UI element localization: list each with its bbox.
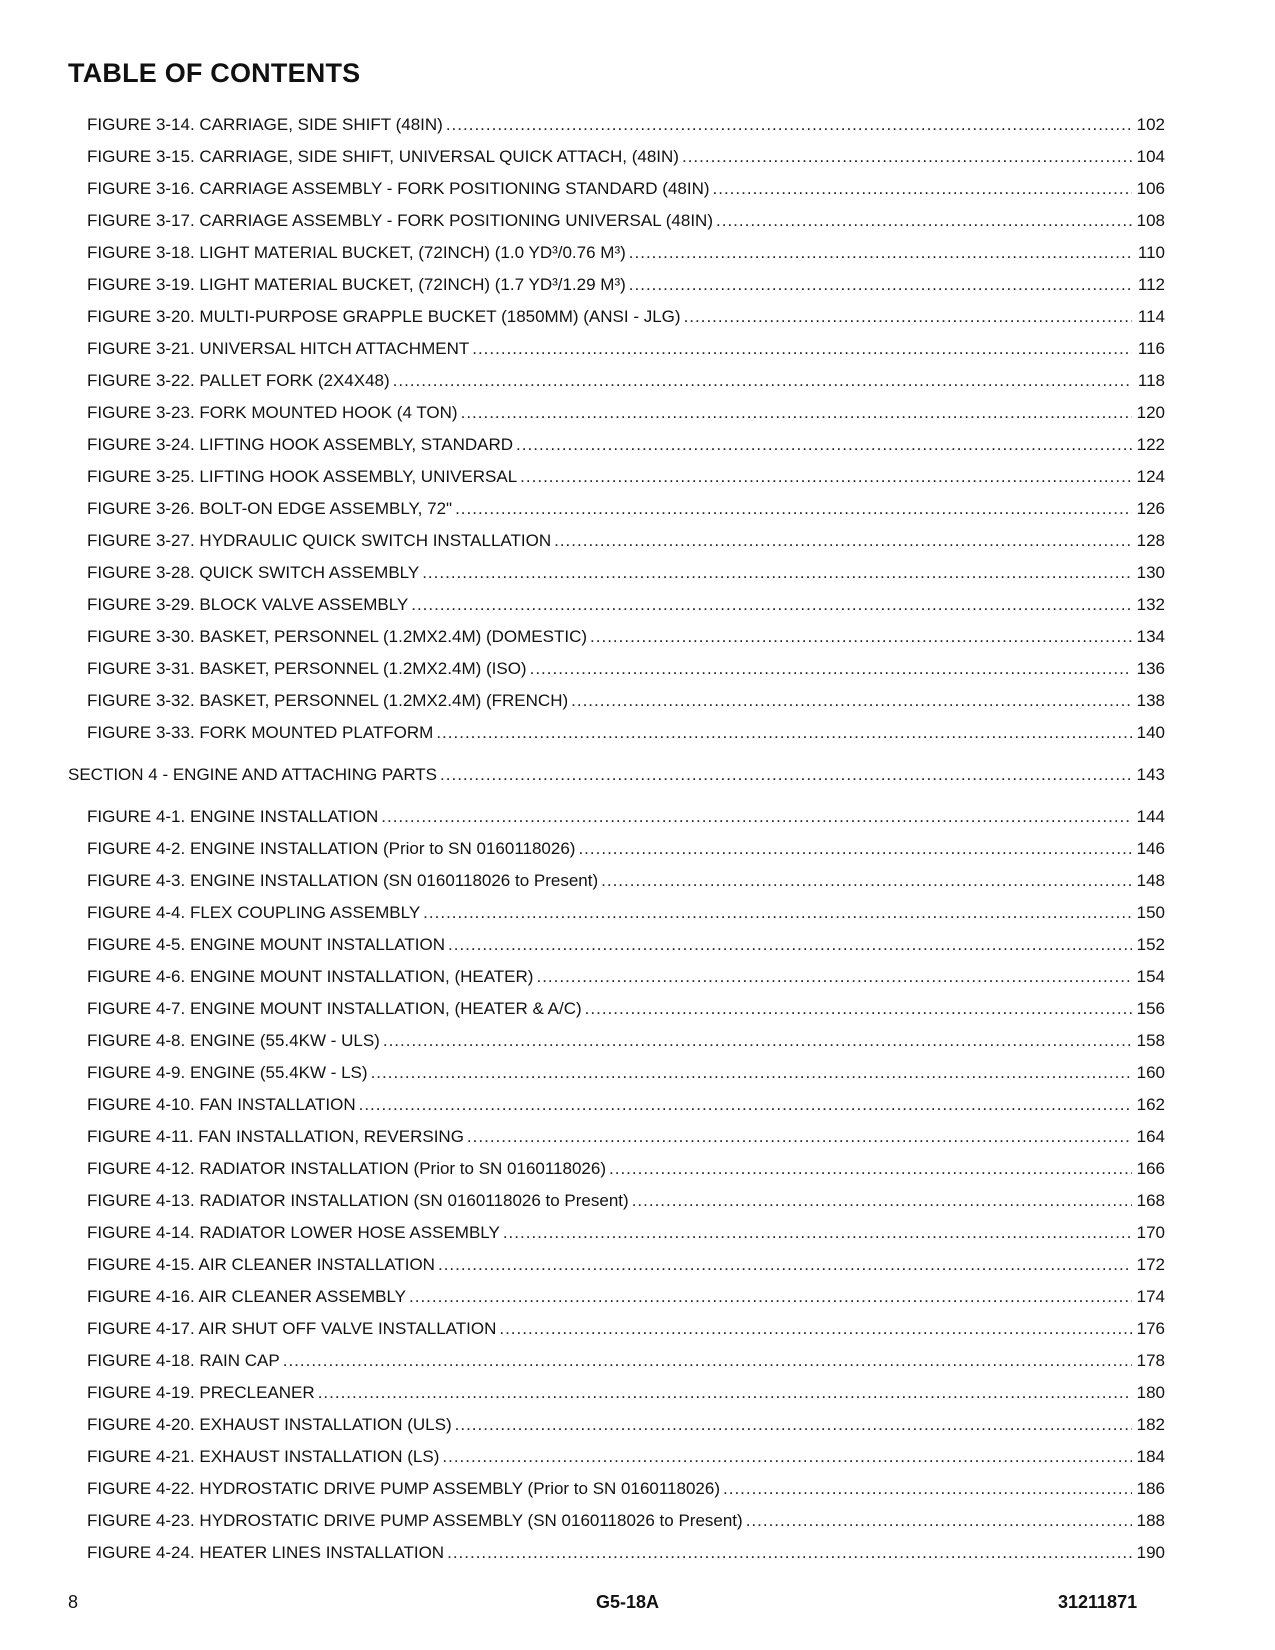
dot-leader xyxy=(318,1377,1132,1409)
toc-entry-page: 190 xyxy=(1136,1543,1165,1562)
dot-leader xyxy=(409,1281,1132,1313)
toc-entry-label: FIGURE 3-14. CARRIAGE, SIDE SHIFT (48IN) xyxy=(87,115,443,134)
toc-entry-label: FIGURE 3-29. BLOCK VALVE ASSEMBLY xyxy=(87,595,409,614)
toc-entry-page: 150 xyxy=(1136,903,1165,922)
dot-leader xyxy=(536,961,1132,993)
toc-entry-label: FIGURE 4-4. FLEX COUPLING ASSEMBLY xyxy=(87,903,421,922)
toc-entry-page: 102 xyxy=(1136,115,1165,134)
toc-entry-label: FIGURE 3-30. BASKET, PERSONNEL (1.2MX2.4M) (DOMESTIC) xyxy=(87,627,588,646)
dot-leader xyxy=(423,897,1132,929)
toc-entry-label: FIGURE 4-6. ENGINE MOUNT INSTALLATION, (HEATER) xyxy=(87,967,534,986)
dot-leader xyxy=(520,461,1132,493)
toc-figure-entry[interactable] xyxy=(68,833,1165,865)
dot-leader xyxy=(746,1505,1132,1537)
toc-figure-entry[interactable] xyxy=(68,365,1165,397)
toc-figure-entry[interactable] xyxy=(68,205,1165,237)
toc-section-entry[interactable] xyxy=(68,759,1165,791)
toc-entry-page: 120 xyxy=(1136,403,1165,422)
toc-entry-label: FIGURE 3-27. HYDRAULIC QUICK SWITCH INSTALLATION xyxy=(87,531,552,550)
toc-figure-entry[interactable] xyxy=(68,717,1165,749)
toc-figure-entry[interactable] xyxy=(68,301,1165,333)
toc-figure-entry[interactable] xyxy=(68,1409,1165,1441)
dot-leader xyxy=(516,429,1132,461)
dot-leader xyxy=(609,1153,1132,1185)
dot-leader xyxy=(447,1537,1132,1569)
toc-entry-label: FIGURE 4-19. PRECLEANER xyxy=(87,1383,315,1402)
toc-entry-page: 186 xyxy=(1136,1479,1165,1498)
toc-entry-label: FIGURE 4-24. HEATER LINES INSTALLATION xyxy=(87,1543,445,1562)
toc-entry-label: FIGURE 4-7. ENGINE MOUNT INSTALLATION, (HEATER & A/C) xyxy=(87,999,582,1018)
toc-entry-page: 158 xyxy=(1136,1031,1165,1050)
toc-figure-entry[interactable] xyxy=(68,237,1165,269)
toc-entry-label: FIGURE 4-17. AIR SHUT OFF VALVE INSTALLATION xyxy=(87,1319,497,1338)
toc-figure-entry[interactable] xyxy=(68,557,1165,589)
toc-entry-label: FIGURE 4-23. HYDROSTATIC DRIVE PUMP ASSEMBLY (SN 0160118026 to Present) xyxy=(87,1511,743,1530)
toc-entry-page: 148 xyxy=(1136,871,1165,890)
dot-leader xyxy=(632,1185,1132,1217)
toc-entry-label: FIGURE 4-12. RADIATOR INSTALLATION (Prior to SN 0160118026) xyxy=(87,1159,606,1178)
toc-figure-entry[interactable] xyxy=(68,1281,1165,1313)
dot-leader xyxy=(436,717,1132,749)
dot-leader xyxy=(716,205,1132,237)
dot-leader xyxy=(461,397,1132,429)
toc-entry-page: 114 xyxy=(1137,307,1165,326)
toc-entry-label: FIGURE 3-19. LIGHT MATERIAL BUCKET, (72INCH) (1.7 YD³/1.29 M³) xyxy=(87,275,626,294)
dot-leader xyxy=(571,685,1132,717)
footer-page-number: 8 xyxy=(68,1592,79,1612)
toc-entry-page: 138 xyxy=(1136,691,1165,710)
toc-entry-label: FIGURE 4-14. RADIATOR LOWER HOSE ASSEMBLY xyxy=(87,1223,500,1242)
toc-entry-page: 104 xyxy=(1136,147,1165,166)
toc-entry-page: 126 xyxy=(1136,499,1165,518)
dot-leader xyxy=(446,109,1132,141)
dot-leader xyxy=(590,621,1132,653)
toc-figure-entry[interactable] xyxy=(68,109,1165,141)
toc-figure-entry[interactable] xyxy=(68,621,1165,653)
dot-leader xyxy=(283,1345,1132,1377)
toc-figure-entry[interactable] xyxy=(68,1473,1165,1505)
toc-entry-label: FIGURE 4-9. ENGINE (55.4KW - LS) xyxy=(87,1063,368,1082)
toc-entry-label: FIGURE 3-24. LIFTING HOOK ASSEMBLY, STANDARD xyxy=(87,435,514,454)
dot-leader xyxy=(578,833,1132,865)
toc-figure-entry[interactable] xyxy=(68,269,1165,301)
toc-figure-entry[interactable] xyxy=(68,1345,1165,1377)
toc-entry-page: 106 xyxy=(1136,179,1165,198)
toc-entry-page: 170 xyxy=(1136,1223,1165,1242)
toc-figure-entry[interactable] xyxy=(68,801,1165,833)
toc-figure-entry[interactable] xyxy=(68,1441,1165,1473)
toc-entry-label: FIGURE 4-21. EXHAUST INSTALLATION (LS) xyxy=(87,1447,440,1466)
toc-figure-entry[interactable] xyxy=(68,1313,1165,1345)
toc-figure-entry[interactable] xyxy=(68,173,1165,205)
dot-leader xyxy=(499,1313,1132,1345)
dot-leader xyxy=(503,1217,1132,1249)
toc-figure-entry[interactable] xyxy=(68,397,1165,429)
dot-leader xyxy=(723,1473,1132,1505)
toc-entry-label: FIGURE 4-3. ENGINE INSTALLATION (SN 0160118026 to Present) xyxy=(87,871,599,890)
toc-entry-page: 124 xyxy=(1136,467,1165,486)
toc-entry-page: 143 xyxy=(1136,765,1165,784)
toc-entry-label: FIGURE 3-32. BASKET, PERSONNEL (1.2MX2.4M) (FRENCH) xyxy=(87,691,569,710)
toc-entry-label: FIGURE 3-17. CARRIAGE ASSEMBLY - FORK POSITIONING UNIVERSAL (48IN) xyxy=(87,211,713,230)
toc-entry-page: 110 xyxy=(1137,243,1165,262)
toc-entry-page: 122 xyxy=(1136,435,1165,454)
page-title: TABLE OF CONTENTS xyxy=(68,58,361,88)
toc-entry-page: 108 xyxy=(1136,211,1165,230)
toc-entry-label: FIGURE 4-10. FAN INSTALLATION xyxy=(87,1095,356,1114)
dot-leader xyxy=(629,237,1132,269)
dot-leader xyxy=(554,525,1132,557)
toc-entry-label: FIGURE 3-31. BASKET, PERSONNEL (1.2MX2.4M) (ISO) xyxy=(87,659,527,678)
dot-leader xyxy=(381,801,1132,833)
toc-entry-page: 118 xyxy=(1137,371,1165,390)
toc-entry-label: FIGURE 4-5. ENGINE MOUNT INSTALLATION xyxy=(87,935,445,954)
toc-entry-label: FIGURE 4-18. RAIN CAP xyxy=(87,1351,280,1370)
dot-leader xyxy=(422,557,1132,589)
toc-entry-page: 184 xyxy=(1136,1447,1165,1466)
toc-entry-page: 172 xyxy=(1136,1255,1165,1274)
toc-entry-page: 112 xyxy=(1137,275,1165,294)
toc-entry-label: FIGURE 3-23. FORK MOUNTED HOOK (4 TON) xyxy=(87,403,458,422)
toc-list xyxy=(68,109,1165,1569)
toc-figure-entry[interactable] xyxy=(68,589,1165,621)
dot-leader xyxy=(442,1441,1132,1473)
toc-entry-page: 156 xyxy=(1136,999,1165,1018)
toc-entry-page: 152 xyxy=(1136,935,1165,954)
dot-leader xyxy=(472,333,1132,365)
toc-entry-label: FIGURE 3-25. LIFTING HOOK ASSEMBLY, UNIVERSAL xyxy=(87,467,518,486)
toc-figure-entry[interactable] xyxy=(68,1089,1165,1121)
toc-entry-page: 178 xyxy=(1136,1351,1165,1370)
toc-entry-page: 144 xyxy=(1136,807,1165,826)
dot-leader xyxy=(684,301,1132,333)
toc-figure-entry[interactable] xyxy=(68,333,1165,365)
dot-leader xyxy=(467,1121,1132,1153)
dot-leader xyxy=(438,1249,1132,1281)
toc-entry-label: FIGURE 4-13. RADIATOR INSTALLATION (SN 0160118026 to Present) xyxy=(87,1191,629,1210)
toc-entry-label: FIGURE 4-11. FAN INSTALLATION, REVERSING xyxy=(87,1127,464,1146)
dot-leader xyxy=(682,141,1132,173)
toc-entry-label: FIGURE 4-22. HYDROSTATIC DRIVE PUMP ASSEMBLY (Prior to SN 0160118026) xyxy=(87,1479,720,1498)
toc-figure-entry[interactable] xyxy=(68,1025,1165,1057)
toc-figure-entry[interactable] xyxy=(68,1185,1165,1217)
toc-entry-label: FIGURE 3-33. FORK MOUNTED PLATFORM xyxy=(87,723,434,742)
toc-figure-entry[interactable] xyxy=(68,461,1165,493)
toc-entry-page: 174 xyxy=(1136,1287,1165,1306)
toc-entry-label: FIGURE 3-18. LIGHT MATERIAL BUCKET, (72INCH) (1.0 YD³/0.76 M³) xyxy=(87,243,626,262)
toc-figure-entry[interactable] xyxy=(68,929,1165,961)
toc-figure-entry[interactable] xyxy=(68,1153,1165,1185)
toc-figure-entry[interactable] xyxy=(68,1377,1165,1409)
toc-figure-entry[interactable] xyxy=(68,141,1165,173)
toc-entry-page: 116 xyxy=(1137,339,1165,358)
toc-entry-label: FIGURE 4-16. AIR CLEANER ASSEMBLY xyxy=(87,1287,407,1306)
toc-entry-page: 182 xyxy=(1136,1415,1165,1434)
toc-entry-page: 162 xyxy=(1136,1095,1165,1114)
toc-figure-entry[interactable] xyxy=(68,685,1165,717)
toc-entry-label: FIGURE 4-1. ENGINE INSTALLATION xyxy=(87,807,379,826)
toc-entry-label: SECTION 4 - ENGINE AND ATTACHING PARTS xyxy=(68,765,438,784)
dot-leader xyxy=(359,1089,1132,1121)
dot-leader xyxy=(629,269,1132,301)
toc-entry-label: FIGURE 3-21. UNIVERSAL HITCH ATTACHMENT xyxy=(87,339,470,358)
dot-leader xyxy=(601,865,1132,897)
toc-figure-entry[interactable] xyxy=(68,865,1165,897)
toc-entry-label: FIGURE 4-20. EXHAUST INSTALLATION (ULS) xyxy=(87,1415,452,1434)
dot-leader xyxy=(383,1025,1132,1057)
toc-figure-entry[interactable] xyxy=(68,961,1165,993)
footer-doc-number: 31211871 xyxy=(1058,1592,1138,1612)
toc-figure-entry[interactable] xyxy=(68,493,1165,525)
toc-figure-entry[interactable] xyxy=(68,1217,1165,1249)
toc-entry-page: 160 xyxy=(1136,1063,1165,1082)
toc-entry-page: 188 xyxy=(1136,1511,1165,1530)
toc-entry-page: 180 xyxy=(1136,1383,1165,1402)
toc-figure-entry[interactable] xyxy=(68,653,1165,685)
toc-figure-entry[interactable] xyxy=(68,1249,1165,1281)
toc-entry-label: FIGURE 4-8. ENGINE (55.4KW - ULS) xyxy=(87,1031,380,1050)
dot-leader xyxy=(393,365,1132,397)
toc-entry-label: FIGURE 3-22. PALLET FORK (2X4X48) xyxy=(87,371,390,390)
dot-leader xyxy=(455,1409,1132,1441)
toc-entry-page: 134 xyxy=(1136,627,1165,646)
toc-entry-page: 130 xyxy=(1136,563,1165,582)
dot-leader xyxy=(448,929,1132,961)
footer-model: G5-18A xyxy=(596,1592,660,1612)
toc-entry-page: 166 xyxy=(1136,1159,1165,1178)
dot-leader xyxy=(713,173,1132,205)
toc-figure-entry[interactable] xyxy=(68,1057,1165,1089)
page-footer xyxy=(0,1592,1275,1618)
toc-figure-entry[interactable] xyxy=(68,525,1165,557)
dot-leader xyxy=(440,759,1132,791)
toc-figure-entry[interactable] xyxy=(68,1537,1165,1569)
toc-entry-label: FIGURE 3-16. CARRIAGE ASSEMBLY - FORK POSITIONING STANDARD (48IN) xyxy=(87,179,710,198)
toc-entry-page: 146 xyxy=(1136,839,1165,858)
toc-entry-label: FIGURE 3-28. QUICK SWITCH ASSEMBLY xyxy=(87,563,420,582)
toc-entry-label: FIGURE 3-15. CARRIAGE, SIDE SHIFT, UNIVERSAL QUICK ATTACH, (48IN) xyxy=(87,147,679,166)
toc-entry-page: 168 xyxy=(1136,1191,1165,1210)
toc-figure-entry[interactable] xyxy=(68,897,1165,929)
toc-figure-entry[interactable] xyxy=(68,1505,1165,1537)
toc-entry-page: 164 xyxy=(1136,1127,1165,1146)
dot-leader xyxy=(455,493,1132,525)
dot-leader xyxy=(530,653,1132,685)
dot-leader xyxy=(585,993,1132,1025)
toc-entry-page: 176 xyxy=(1136,1319,1165,1338)
toc-entry-label: FIGURE 3-26. BOLT-ON EDGE ASSEMBLY, 72" xyxy=(87,499,453,518)
toc-entry-page: 128 xyxy=(1136,531,1165,550)
toc-entry-label: FIGURE 4-2. ENGINE INSTALLATION (Prior to SN 0160118026) xyxy=(87,839,576,858)
toc-entry-label: FIGURE 3-20. MULTI-PURPOSE GRAPPLE BUCKET (1850MM) (ANSI - JLG) xyxy=(87,307,681,326)
toc-figure-entry[interactable] xyxy=(68,1121,1165,1153)
dot-leader xyxy=(371,1057,1132,1089)
toc-entry-page: 140 xyxy=(1136,723,1165,742)
toc-entry-page: 136 xyxy=(1136,659,1165,678)
toc-entry-page: 154 xyxy=(1136,967,1165,986)
toc-entry-page: 132 xyxy=(1136,595,1165,614)
toc-figure-entry[interactable] xyxy=(68,993,1165,1025)
dot-leader xyxy=(411,589,1132,621)
toc-figure-entry[interactable] xyxy=(68,429,1165,461)
toc-entry-label: FIGURE 4-15. AIR CLEANER INSTALLATION xyxy=(87,1255,435,1274)
